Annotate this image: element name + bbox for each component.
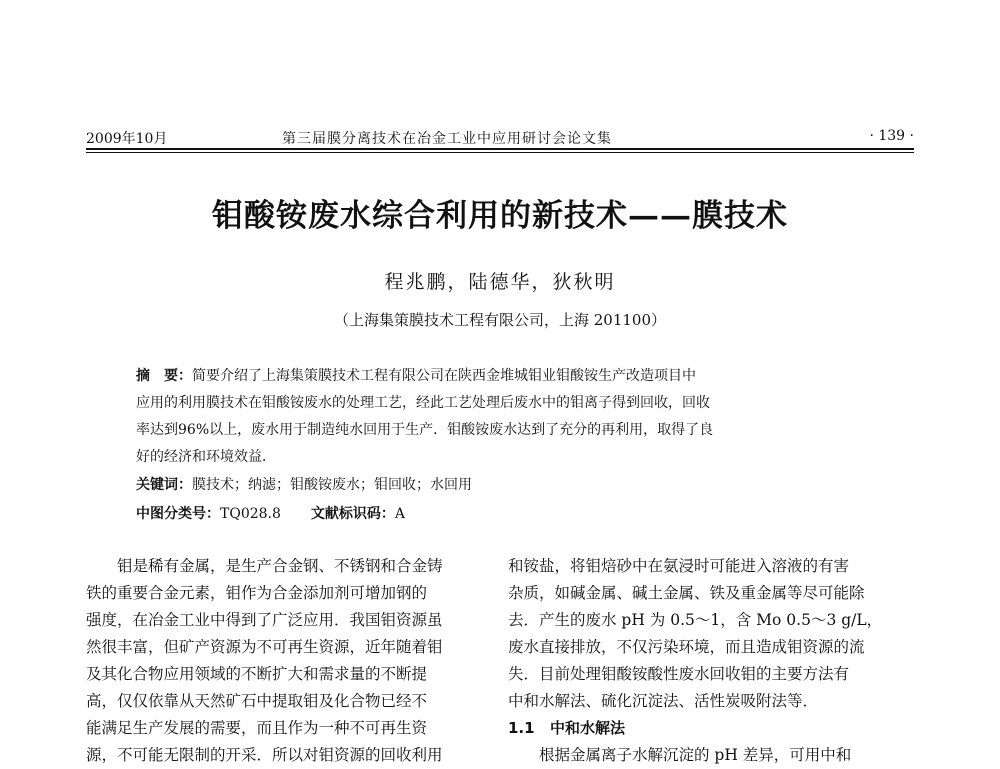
abstract-label: 摘 要： bbox=[136, 368, 192, 384]
body-right-column bbox=[508, 553, 914, 769]
body-line: 能满足生产发展的需要，而且作为一种不可再生资 bbox=[86, 719, 428, 737]
body-left-column bbox=[86, 553, 492, 769]
clc-label: 中图分类号： bbox=[136, 506, 220, 522]
header-rule-thin bbox=[86, 152, 914, 153]
body-line: 钼是稀有金属，是生产合金钢、不锈钢和合金铸 bbox=[117, 557, 443, 575]
body-line: 根据金属离子水解沉淀的 pH 差异，可用中和 bbox=[539, 746, 852, 764]
abstract-line: 摘 要：简要介绍了上海集策膜技术工程有限公司在陕西金堆城钼业钼酸铵生产改造项目中 bbox=[136, 368, 696, 384]
keywords-text: 膜技术；纳滤；钼酸铵废水；钼回收；水回用 bbox=[192, 477, 472, 493]
abstract-line: 应用的利用膜技术在钼酸铵废水的处理工艺，经此工艺处理后废水中的钼离子得到回收，回收 bbox=[136, 395, 710, 411]
abstract-line: 好的经济和环境效益． bbox=[136, 449, 276, 465]
section-title: 中和水解法 bbox=[550, 719, 626, 737]
body-line: 和铵盐，将钼焙砂中在氨浸时可能进入溶液的有害 bbox=[508, 557, 850, 575]
header-proceedings: 第三届膜分离技术在冶金工业中应用研讨会论文集 bbox=[282, 131, 612, 147]
body-line: 高，仅仅依靠从天然矿石中提取钼及化合物已经不 bbox=[86, 692, 428, 710]
keywords bbox=[136, 474, 472, 494]
body-line: 铁的重要合金元素，钼作为合金添加剂可增加钢的 bbox=[86, 584, 428, 602]
running-header bbox=[86, 124, 914, 148]
abstract bbox=[136, 363, 866, 471]
body-line: 失．目前处理钼酸铵酸性废水回收钼的主要方法有 bbox=[508, 665, 850, 683]
doc-code-label: 文献标识码： bbox=[310, 506, 395, 522]
clc-value: TQ028.8 bbox=[220, 506, 281, 522]
doc-code-value: A bbox=[394, 506, 406, 522]
authors: 程兆鹏，陆德华，狄秋明 bbox=[384, 271, 616, 293]
body-line: 源，不可能无限制的开采．所以对钼资源的回收利用 bbox=[86, 746, 443, 764]
body-line: 然很丰富，但矿产资源为不可再生资源，近年随着钼 bbox=[86, 638, 443, 656]
abstract-line: 率达到96%以上，废水用于制造纯水回用于生产．钼酸铵废水达到了充分的再利用，取得了良 bbox=[136, 422, 714, 438]
body-line: 去．产生的废水 pH 为 0.5～1，含 Mo 0.5～3 g/L， bbox=[508, 611, 883, 629]
section-number: 1.1 bbox=[508, 719, 535, 737]
body-line: 及其化合物应用领域的不断扩大和需求量的不断提 bbox=[86, 665, 428, 683]
body-line: 杂质，如碱金属、碱土金属、铁及重金属等尽可能除 bbox=[508, 584, 865, 602]
paper-title: 钼酸铵废水综合利用的新技术——膜技术 bbox=[212, 198, 788, 234]
affiliation: （上海集策膜技术工程有限公司，上海 201100） bbox=[333, 311, 667, 329]
body-line: 废水直接排放，不仅污染环境，而且造成钼资源的流 bbox=[508, 638, 865, 656]
keywords-label: 关键词： bbox=[136, 477, 192, 493]
header-date: 2009年10月 bbox=[86, 131, 168, 147]
section-heading bbox=[508, 715, 914, 742]
body-line: 中和水解法、硫化沉淀法、活性炭吸附法等． bbox=[508, 692, 819, 710]
header-page-number: · 139 · bbox=[869, 128, 914, 144]
body-line: 强度，在冶金工业中得到了广泛应用．我国钼资源虽 bbox=[86, 611, 443, 629]
classification bbox=[136, 503, 405, 523]
header-rule-thick bbox=[86, 148, 914, 150]
